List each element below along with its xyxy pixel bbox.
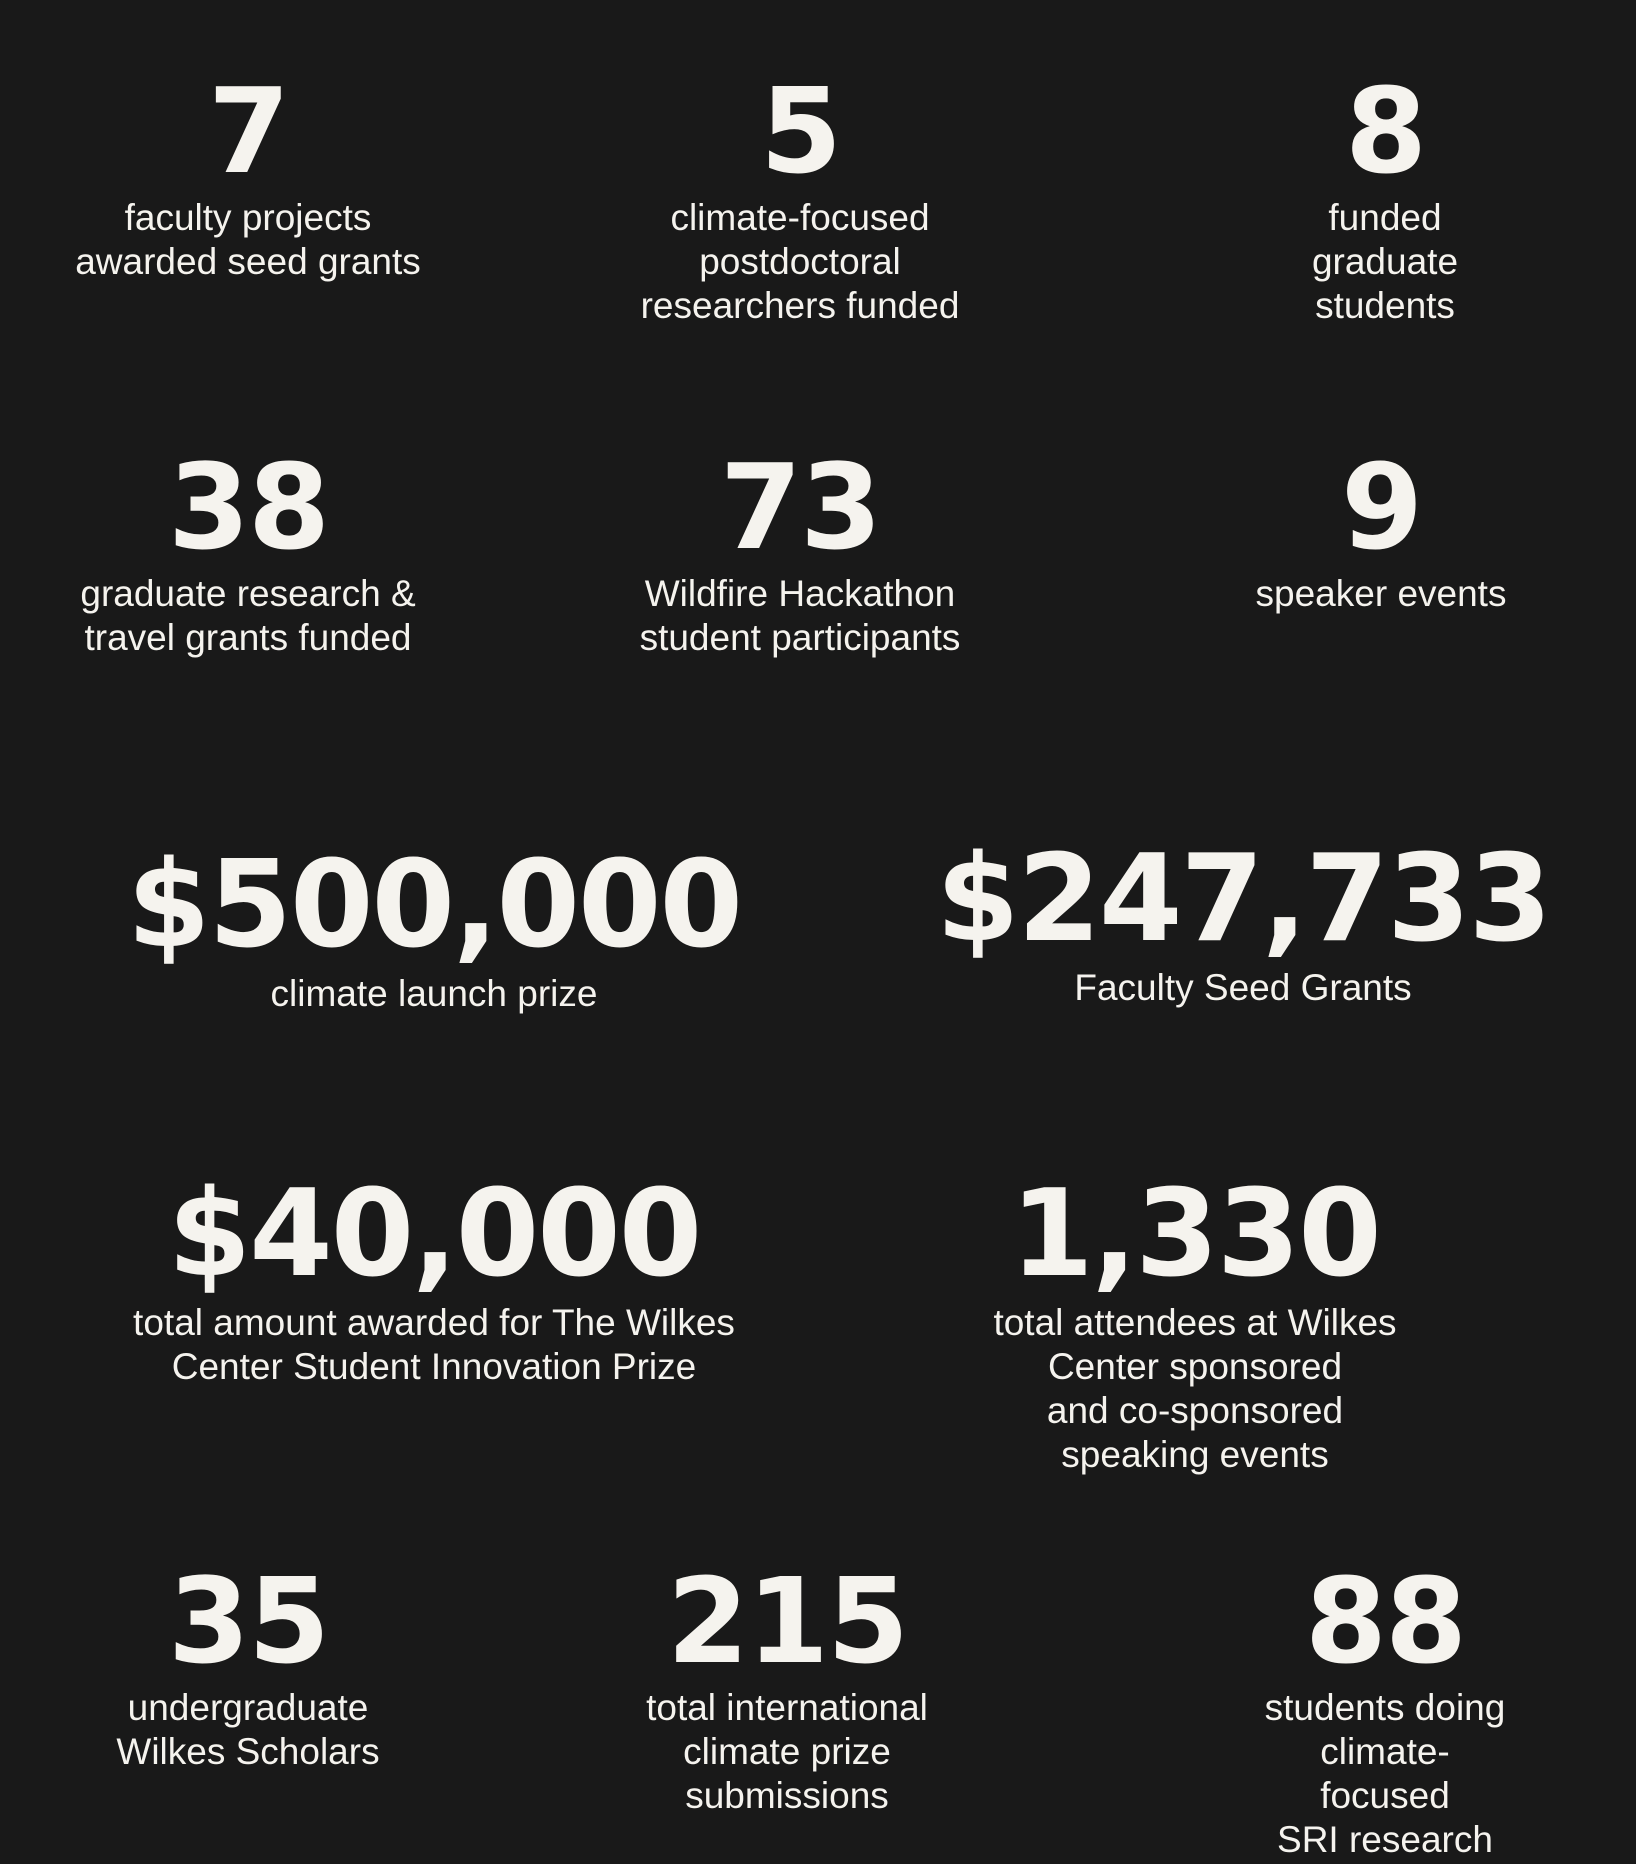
stat-label: graduate research & travel grants funded — [80, 573, 416, 658]
stat-label: faculty projects awarded seed grants — [75, 197, 421, 282]
stat-label: climate-focused postdoctoral researchers funded — [640, 197, 960, 326]
stat-value: 8 — [1344, 62, 1426, 200]
stat-funded-graduate-students — [1260, 62, 1511, 328]
stat-value: 7 — [207, 62, 289, 200]
stat-value: $247,733 — [935, 830, 1551, 969]
stat-value: 9 — [1340, 438, 1422, 576]
stat-value: 88 — [1304, 1552, 1466, 1690]
stat-faculty-seed-projects — [75, 62, 421, 284]
stat-label: total attendees at Wilkes Center sponsored and co-sponsored speaking events — [993, 1302, 1397, 1475]
stat-label: Faculty Seed Grants — [1074, 967, 1412, 1008]
stat-postdoctoral-researchers — [640, 62, 960, 328]
stat-value: 5 — [759, 62, 841, 200]
stat-speaking-event-attendees — [975, 1165, 1416, 1477]
stat-speaker-events — [1255, 438, 1507, 616]
stat-climate-prize-submissions — [646, 1552, 928, 1818]
stat-label: Wildfire Hackathon student participants — [639, 573, 961, 658]
stat-wilkes-scholars — [116, 1552, 380, 1774]
stat-value: $500,000 — [126, 836, 742, 975]
stat-value: $40,000 — [167, 1165, 701, 1304]
stat-faculty-seed-grants-amount — [935, 830, 1551, 1010]
stat-student-innovation-prize — [133, 1165, 735, 1389]
stat-sri-research-students — [1260, 1552, 1511, 1862]
stat-graduate-research-grants — [80, 438, 416, 660]
stat-label: total international climate prize submissions — [646, 1687, 928, 1816]
stat-value: 1,330 — [1010, 1165, 1380, 1304]
stat-label: speaker events — [1255, 573, 1507, 614]
stat-label: students doing climate-focused SRI research — [1264, 1687, 1506, 1860]
stat-value: 215 — [666, 1552, 908, 1690]
stat-value: 35 — [167, 1552, 329, 1690]
stat-climate-launch-prize — [126, 836, 742, 1016]
stat-value: 38 — [167, 438, 329, 576]
stat-value: 73 — [719, 438, 881, 576]
stat-hackathon-participants — [639, 438, 961, 660]
stat-label: funded graduate students — [1311, 197, 1459, 326]
stat-label: undergraduate Wilkes Scholars — [116, 1687, 380, 1772]
stat-label: climate launch prize — [270, 973, 598, 1014]
stat-label: total amount awarded for The Wilkes Center Student Innovation Prize — [133, 1302, 735, 1387]
